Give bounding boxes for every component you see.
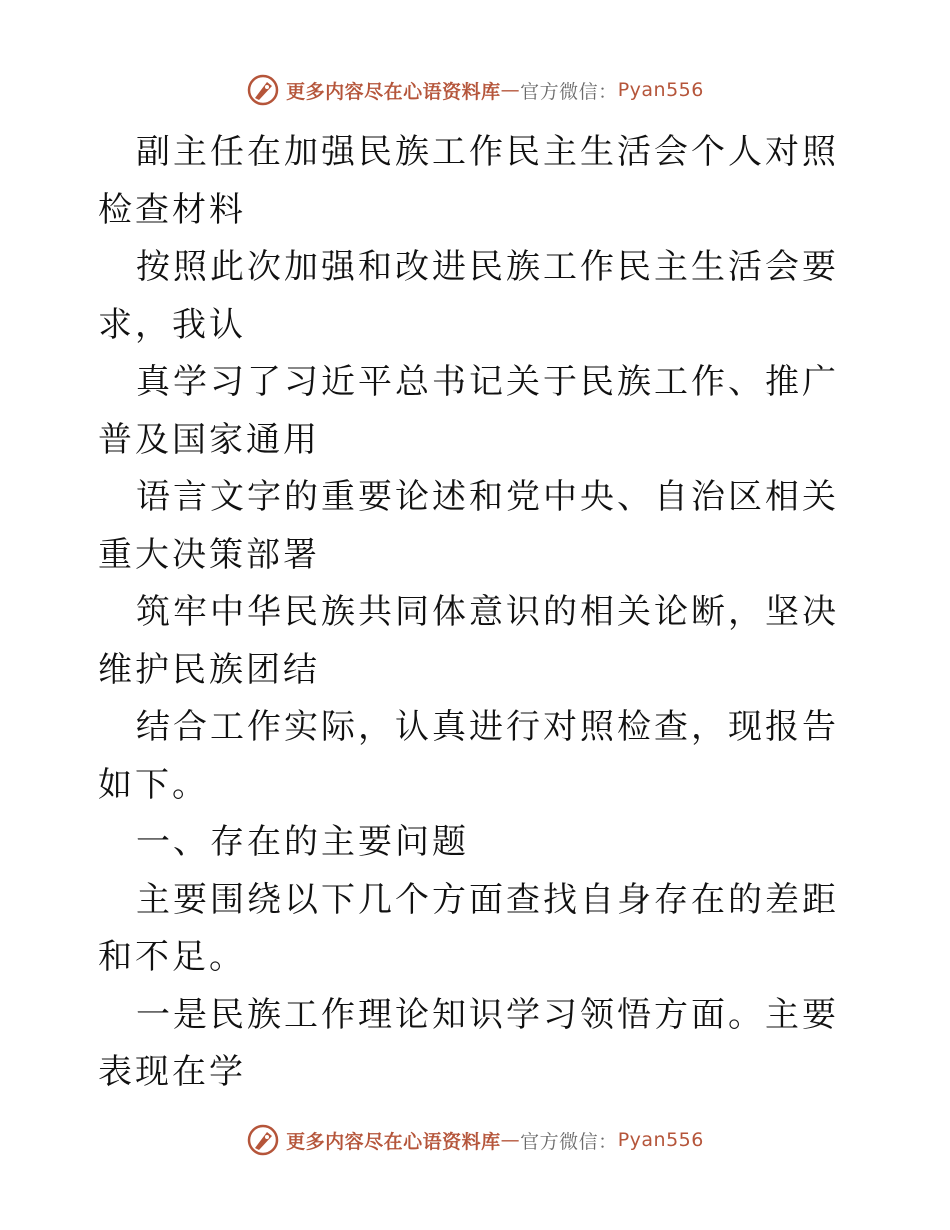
banner-wechat-id: Pyan556 <box>617 79 704 101</box>
banner-separator: — <box>500 1129 521 1151</box>
paragraph: 主要围绕以下几个方面查找自身存在的差距和不足。 <box>98 879 839 977</box>
paragraph: 按照此次加强和改进民族工作民主生活会要求，我认 <box>98 247 839 345</box>
paragraph: 真学习了习近平总书记关于民族工作、推广普及国家通用 <box>98 362 839 460</box>
banner-separator: — <box>500 79 521 101</box>
document-body <box>98 124 858 1102</box>
footer-watermark-banner <box>0 1120 950 1160</box>
paragraph: 语言文字的重要论述和党中央、自治区相关重大决策部署 <box>98 477 839 575</box>
banner-text <box>286 1127 704 1154</box>
banner-wechat-label: 官方微信： <box>520 80 618 103</box>
header-watermark-banner <box>0 70 950 110</box>
banner-wechat-id: Pyan556 <box>617 1129 704 1151</box>
paragraph: 一是民族工作理论知识学习领悟方面。主要表现在学 <box>98 994 839 1092</box>
document-title: 副主任在加强民族工作民主生活会个人对照检查材料 <box>98 132 839 230</box>
paragraph: 结合工作实际，认真进行对照检查，现报告如下。 <box>98 707 839 805</box>
banner-text <box>286 77 704 104</box>
section-heading: 一、存在的主要问题 <box>136 822 469 862</box>
paragraph: 筑牢中华民族共同体意识的相关论断，坚决维护民族团结 <box>98 592 839 690</box>
pen-nib-logo-icon <box>246 1123 280 1157</box>
banner-main-text: 更多内容尽在心语资料库 <box>286 1130 501 1153</box>
banner-wechat-label: 官方微信： <box>520 1130 618 1153</box>
banner-main-text: 更多内容尽在心语资料库 <box>286 80 501 103</box>
pen-nib-logo-icon <box>246 73 280 107</box>
